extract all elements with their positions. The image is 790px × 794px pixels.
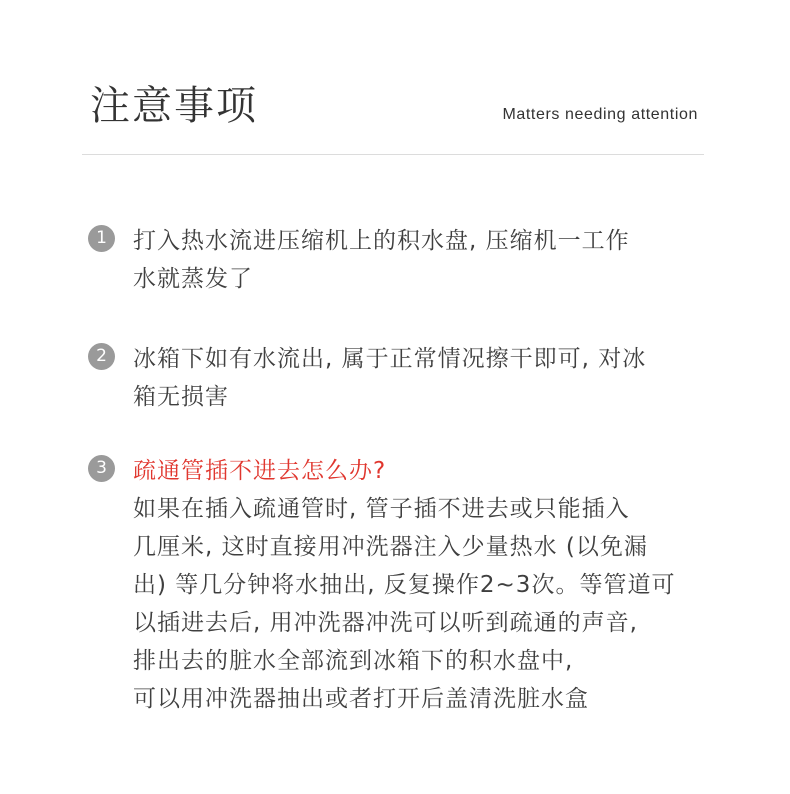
text-line: 如果在插入疏通管时, 管子插不进去或只能插入 xyxy=(133,496,630,522)
notice-text-3 xyxy=(133,452,728,718)
text-line: 水就蒸发了 xyxy=(133,266,253,292)
text-line: 箱无损害 xyxy=(133,384,229,410)
notice-text-2 xyxy=(133,340,728,416)
text-line: 几厘米, 这时直接用冲洗器注入少量热水 (以免漏 xyxy=(133,534,648,560)
text-line: 冰箱下如有水流出, 属于正常情况擦干即可, 对冰 xyxy=(133,346,647,372)
text-line: 以插进去后, 用冲洗器冲洗可以听到疏通的声音, xyxy=(133,610,638,636)
text-line: 排出去的脏水全部流到冰箱下的积水盘中, xyxy=(133,648,574,674)
notice-text-1 xyxy=(133,222,728,298)
text-line: 可以用冲洗器抽出或者打开后盖清洗脏水盒 xyxy=(133,686,589,712)
number-badge-2: 2 xyxy=(88,343,115,370)
number-badge-1: 1 xyxy=(88,225,115,252)
text-line: 打入热水流进压缩机上的积水盘, 压缩机一工作 xyxy=(133,228,630,254)
page-subtitle: Matters needing attention xyxy=(502,106,698,123)
header-divider xyxy=(82,154,704,155)
question-heading: 疏通管插不进去怎么办? xyxy=(133,458,387,484)
text-line: 出) 等几分钟将水抽出, 反复操作2~3次。等管道可 xyxy=(133,572,676,598)
number-badge-3: 3 xyxy=(88,455,115,482)
page-title: 注意事项 xyxy=(90,83,258,129)
